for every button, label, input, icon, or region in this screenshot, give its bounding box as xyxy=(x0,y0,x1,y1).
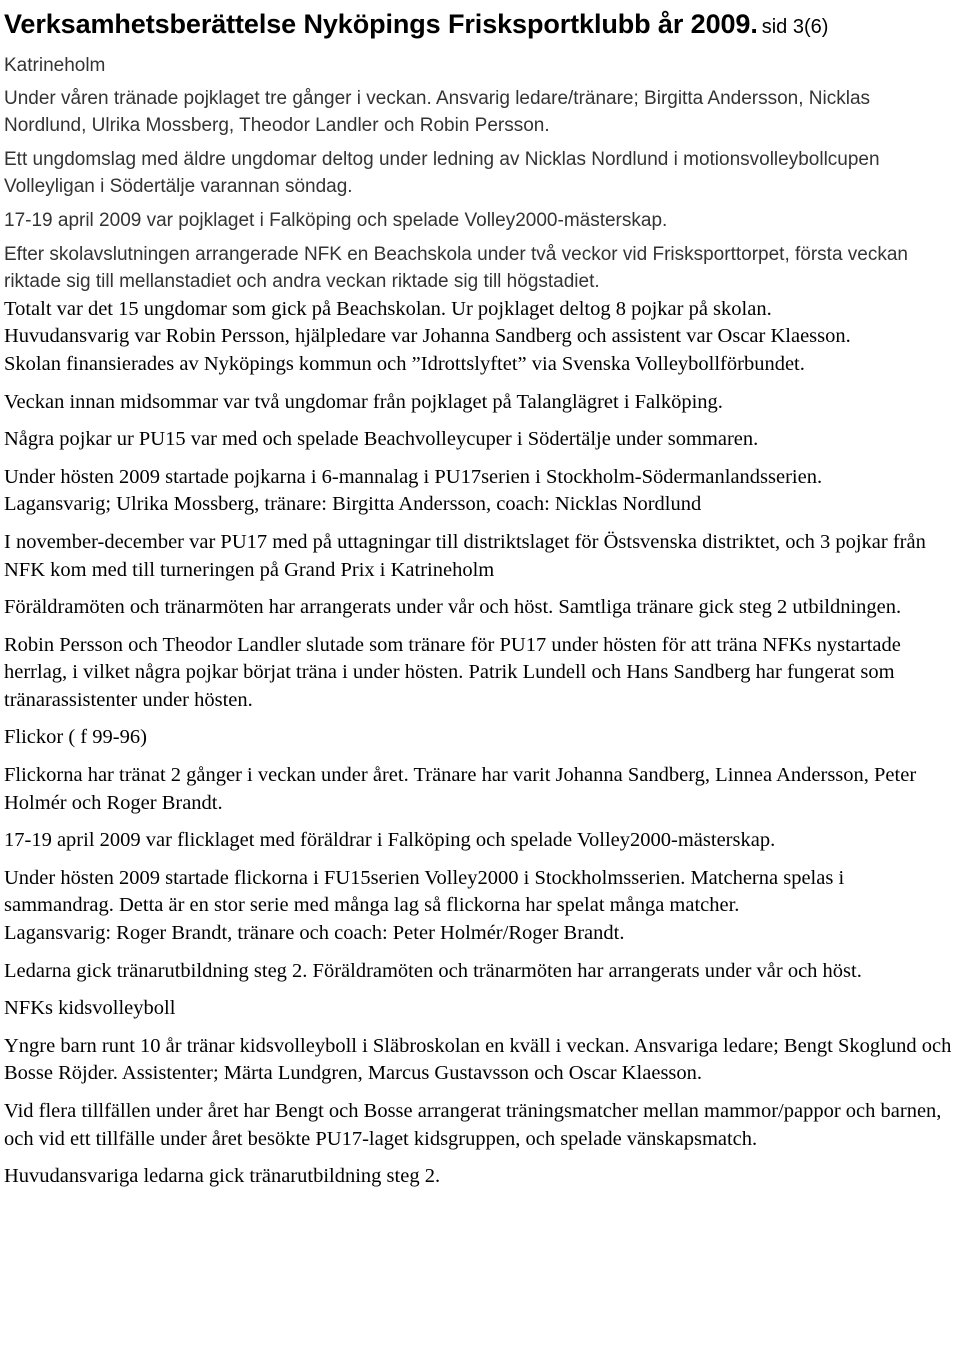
paragraph: 17-19 april 2009 var flicklaget med föräldrar i Falköping och spelade Volley2000-mästerskap. xyxy=(4,829,776,852)
document-header xyxy=(4,0,952,40)
section-heading-kidsvolleyboll: NFKs kidsvolleyboll xyxy=(4,997,176,1020)
paragraph: 17-19 april 2009 var pojklaget i Falköping och spelade Volley2000-mästerskap. xyxy=(4,209,668,231)
section-heading-flickor: Flickor ( f 99-96) xyxy=(4,726,147,749)
paragraph: Lagansvarig; Ulrika Mossberg, tränare: Birgitta Andersson, coach: Nicklas Nordlund xyxy=(4,493,702,516)
paragraph: Under våren tränade pojklaget tre gånger i veckan. Ansvarig ledare/tränare; Birgitta Andersson, Nicklas Nordlund, Ulrika Mossberg, Theodor Landler och Robin Persson. xyxy=(4,87,871,137)
paragraph: Under hösten 2009 startade pojkarna i 6-mannalag i PU17serien i Stockholm-Södermanlandsserien. xyxy=(4,465,823,488)
paragraph: Huvudansvariga ledarna gick tränarutbildning steg 2. xyxy=(4,1165,441,1188)
document-title: Verksamhetsberättelse Nyköpings Frisksportklubb år 2009. xyxy=(4,9,758,39)
paragraph: Veckan innan midsommar var två ungdomar från pojklaget på Talanglägret i Falköping. xyxy=(4,390,723,413)
paragraph: Robin Persson och Theodor Landler slutade som tränare för PU17 under hösten för att träna NFKs nystartade herrlag, i vilket några pojkar börjat träna i under hösten. Patrik Lundell och Hans Sandberg har fungerat som tränarassistenter under hösten. xyxy=(4,633,901,711)
paragraph: I november-december var PU17 med på uttagningar till distriktslaget för Östsvenska distriktet, och 3 pojkar från NFK kom med till turneringen på Grand Prix i Katrineholm xyxy=(4,530,926,581)
paragraph: Skolan finansierades av Nyköpings kommun och ”Idrottslyftet” via Svenska Volleybollförbundet. xyxy=(4,352,805,375)
paragraph: Vid flera tillfällen under året har Bengt och Bosse arrangerat träningsmatcher mellan mammor/pappor och barnen, och vid ett tillfälle under året besökte PU17-laget kidsgruppen, och spelade vänskapsmatch. xyxy=(4,1100,942,1150)
paragraph: Totalt var det 15 ungdomar som gick på Beachskolan. Ur pojklaget deltog 8 pojkar på skolan. xyxy=(4,297,772,320)
paragraph: Huvudansvarig var Robin Persson, hjälpledare var Johanna Sandberg och assistent var Oscar Klaesson. xyxy=(4,325,851,348)
document-body xyxy=(4,52,952,1191)
paragraph: Föräldramöten och tränarmöten har arrangerats under vår och höst. Samtliga tränare gick steg 2 utbildningen. xyxy=(4,596,902,619)
paragraph: Lagansvarig: Roger Brandt, tränare och coach: Peter Holmér/Roger Brandt. xyxy=(4,922,625,945)
paragraph: Några pojkar ur PU15 var med och spelade Beachvolleycuper i Södertälje under sommaren. xyxy=(4,428,759,451)
paragraph: Ledarna gick tränarutbildning steg 2. Föräldramöten och tränarmöten har arrangerats under vår och höst. xyxy=(4,959,862,982)
paragraph: Under hösten 2009 startade flickorna i FU15serien Volley2000 i Stockholmsserien. Matcherna spelas i sammandrag. Detta är en stor serie med många lag så flickorna har spelat många matcher. xyxy=(4,866,845,917)
paragraph: Efter skolavslutningen arrangerade NFK en Beachskola under två veckor vid Frisksporttorpet, första veckan riktade sig till mellanstadiet och andra veckan riktade sig till högstadiet. xyxy=(4,243,908,293)
paragraph: Flickorna har tränat 2 gånger i veckan under året. Tränare har varit Johanna Sandberg, Linnea Andersson, Peter Holmér och Roger Brandt. xyxy=(4,764,917,814)
page-number: sid 3(6) xyxy=(761,16,829,38)
paragraph: Yngre barn runt 10 år tränar kidsvolleyboll i Släbroskolan en kväll i veckan. Ansvariga ledare; Bengt Skoglund och Bosse Röjder. Assistenter; Märta Lundgren, Marcus Gustavsson och Oscar Klaesson. xyxy=(4,1034,952,1085)
paragraph: Ett ungdomslag med äldre ungdomar deltog under ledning av Nicklas Nordlund i motionsvolleybollcupen Volleyligan i Södertälje varannan söndag. xyxy=(4,148,880,198)
section-heading-katrineholm: Katrineholm xyxy=(4,55,106,76)
